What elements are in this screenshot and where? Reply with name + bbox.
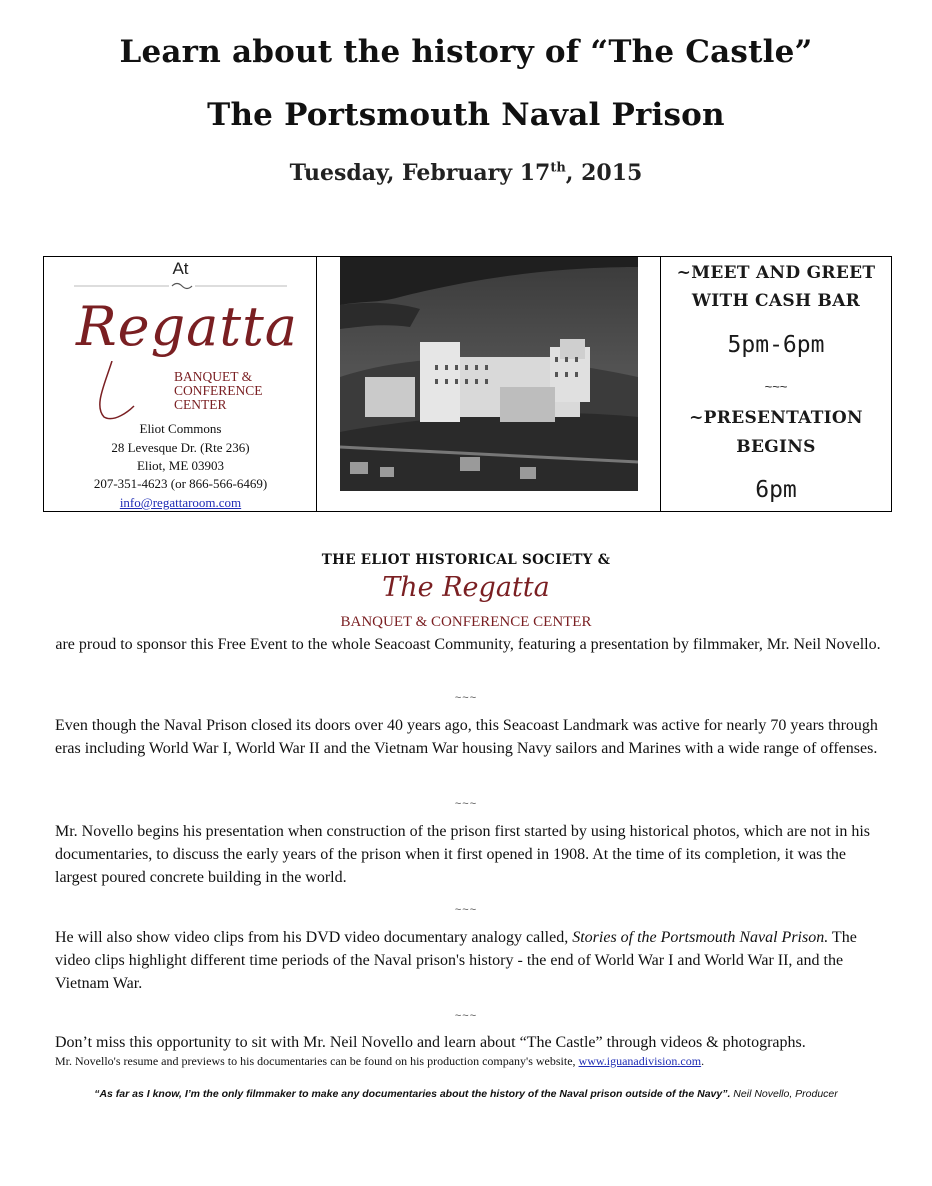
- p3-start: He will also show video clips from his DVD video documentary analogy called,: [55, 929, 573, 946]
- website-note: [55, 1054, 885, 1069]
- event-info-table: [43, 256, 892, 512]
- page-title-line1: Learn about the history of “The Castle”: [119, 34, 813, 70]
- meet-greet-label: ~MEET AND GREET: [676, 263, 876, 283]
- separator: ~~~: [454, 692, 478, 704]
- prison-aerial-photo: [340, 257, 638, 491]
- venue-cell: [44, 257, 317, 511]
- logo-subtitle-center: CENTER: [174, 397, 227, 412]
- photo-cell: [317, 257, 661, 511]
- intro-paragraph: are proud to sponsor this Free Event to the whole Seacoast Community, featuring a presentation by filmmaker, Mr. Neil Novello.: [55, 636, 881, 653]
- paragraph-video-clips: [55, 926, 881, 995]
- paragraph-closing: Don’t miss this opportunity to sit with Mr. Neil Novello and learn about “The Castle” through videos & photographs.: [55, 1034, 806, 1051]
- sponsor-subtitle: BANQUET & CONFERENCE CENTER: [340, 614, 592, 630]
- sponsor-heading: THE ELIOT HISTORICAL SOCIETY &: [321, 552, 611, 568]
- date-ordinal: th: [550, 160, 566, 176]
- separator: ~~~: [454, 904, 478, 916]
- date-prefix: Tuesday, February 17: [289, 160, 551, 186]
- paragraph-history: Even though the Naval Prison closed its doors over 40 years ago, this Seacoast Landmark was active for nearly 70 years through eras including World War I, World War II and the Vietnam War housing Navy sailors and Marines with a wide range of offenses.: [55, 717, 878, 757]
- begins-label: BEGINS: [736, 437, 816, 457]
- address-line2: 28 Levesque Dr. (Rte 236): [111, 440, 250, 455]
- logo-subtitle-banquet: BANQUET &: [174, 369, 253, 384]
- separator: ~~~: [454, 798, 478, 810]
- website-link[interactable]: www.iguanadivision.com: [578, 1054, 702, 1068]
- paragraph-presentation: Mr. Novello begins his presentation when construction of the prison first started by using historical photos, which are not in his documentaries, to discuss the early years of the prison when it first opened in 1908. At the time of its completion, it was the largest poured concrete building in the world.: [55, 823, 870, 886]
- presentation-label: ~PRESENTATION: [689, 408, 863, 428]
- separator: ~~~: [454, 1010, 478, 1022]
- website-note-end: .: [701, 1054, 705, 1068]
- producer-quote: [0, 1088, 932, 1100]
- venue-phone: 207-351-4623 (or 866-566-6469): [93, 476, 268, 491]
- date-year: , 2015: [565, 160, 643, 186]
- logo-subtitle-conference: CONFERENCE: [174, 383, 263, 398]
- p3-end: The video clips highlight different time periods of the Naval prison's history - the end of World War I and World War II, and the Vietnam War.: [55, 929, 857, 992]
- schedule-divider: ~~~: [764, 379, 788, 394]
- event-date: [0, 160, 932, 186]
- sponsor-regatta-logo: The Regatta: [382, 572, 550, 603]
- divider-ornament-icon: [74, 281, 287, 291]
- venue-email-link[interactable]: info@regattaroom.com: [119, 495, 242, 510]
- quote-attribution: Neil Novello, Producer: [730, 1088, 838, 1100]
- presentation-time: 6pm: [755, 477, 797, 503]
- documentary-title: Stories of the Portsmouth Naval Prison.: [572, 929, 829, 946]
- website-note-text: Mr. Novello's resume and previews to his documentaries can be found on his production company's website,: [55, 1054, 579, 1068]
- address-line3: Eliot, ME 03903: [136, 458, 225, 473]
- schedule-cell: [661, 257, 891, 511]
- at-label: At: [172, 259, 189, 278]
- address-line1: Eliot Commons: [139, 421, 222, 436]
- page-title-line2: The Portsmouth Naval Prison: [207, 97, 725, 133]
- cash-bar-label: WITH CASH BAR: [691, 291, 861, 311]
- regatta-logo-script: Regatta: [76, 295, 298, 358]
- meet-greet-time: 5pm-6pm: [727, 332, 825, 358]
- quote-text: “As far as I know, I’m the only filmmaker to make any documentaries about the history of the Naval prison outside of the Navy”.: [94, 1088, 731, 1100]
